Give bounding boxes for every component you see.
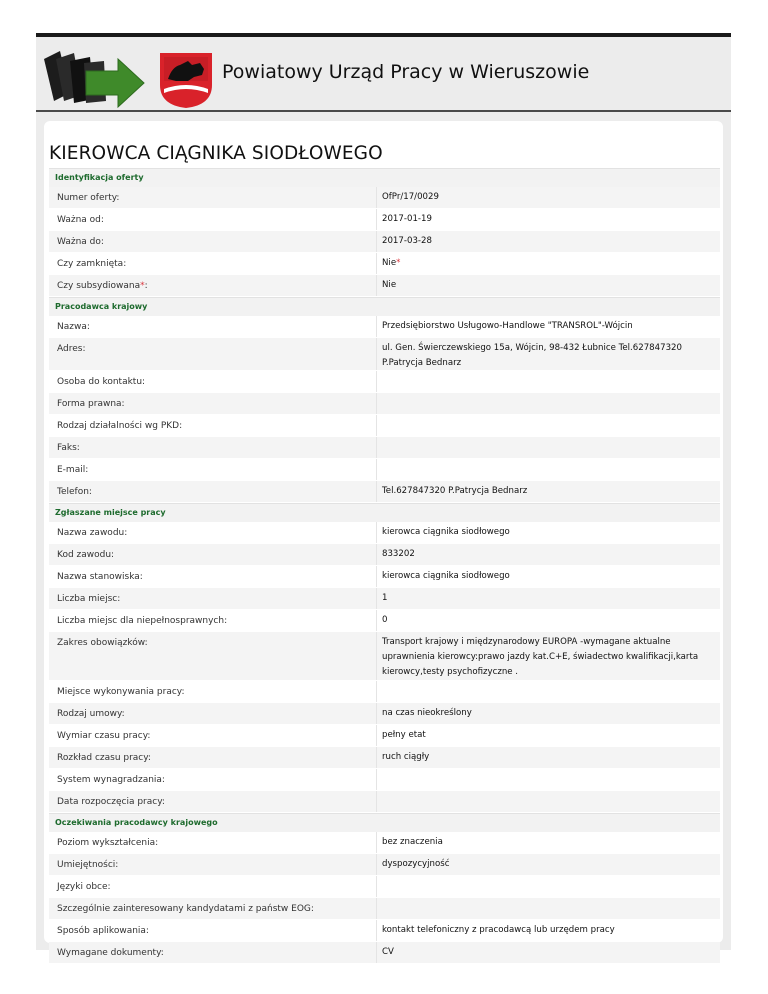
- detail-label: [49, 316, 376, 337]
- detail-value: [376, 338, 720, 370]
- label-text: Adres:: [57, 344, 86, 354]
- detail-value: [376, 316, 720, 337]
- label-text: Liczba miejsc dla niepełnosprawnych:: [57, 615, 228, 626]
- office-title: Powiatowy Urząd Pracy w Wieruszowie: [222, 61, 590, 83]
- detail-row: [49, 832, 720, 854]
- detail-value: [376, 459, 720, 480]
- value-text: ruch ciągły: [382, 752, 430, 762]
- value-text: OfPr/17/0029: [382, 192, 439, 202]
- label-text: Sposób aplikowania:: [57, 925, 149, 936]
- label-text: Rozkład czasu pracy:: [57, 752, 151, 763]
- detail-value: [376, 854, 720, 875]
- detail-label: [49, 481, 376, 502]
- value-text: Przedsiębiorstwo Usługowo-Handlowe "TRANSROL"-Wójcin: [382, 321, 633, 331]
- detail-value: [376, 725, 720, 746]
- detail-row: [49, 253, 720, 275]
- detail-label: [49, 338, 376, 370]
- detail-value: [376, 898, 720, 919]
- detail-value: [376, 610, 720, 631]
- label-text: Nazwa zawodu:: [57, 527, 128, 538]
- detail-value: [376, 275, 720, 296]
- detail-label: [49, 703, 376, 724]
- detail-value: [376, 681, 720, 702]
- detail-value: [376, 481, 720, 502]
- site-header: [36, 37, 731, 111]
- detail-label: [49, 253, 376, 274]
- label-text: Forma prawna:: [57, 398, 125, 409]
- detail-row: [49, 898, 720, 920]
- detail-row: [49, 942, 720, 964]
- detail-row: [49, 725, 720, 747]
- label-text: Osoba do kontaktu:: [57, 376, 146, 387]
- value-text: 833202: [382, 549, 415, 559]
- detail-label: [49, 791, 376, 812]
- detail-row: [49, 393, 720, 415]
- detail-value: [376, 791, 720, 812]
- label-text: Faks:: [57, 442, 80, 453]
- section-heading: Identyfikacja oferty: [49, 168, 720, 187]
- value-text: dyspozycyjność: [382, 859, 450, 869]
- label-text: Czy zamknięta:: [57, 258, 127, 269]
- label-text: Czy subsydiowana: [57, 280, 141, 291]
- detail-label: [49, 610, 376, 631]
- detail-row: [49, 231, 720, 253]
- detail-value: [376, 769, 720, 790]
- detail-label: [49, 566, 376, 587]
- detail-value: [376, 632, 720, 680]
- offer-title: KIEROWCA CIĄGNIKA SIODŁOWEGO: [49, 143, 383, 164]
- label-text: E-mail:: [57, 464, 89, 475]
- value-text: kierowca ciągnika siodłowego: [382, 571, 510, 581]
- detail-label: [49, 747, 376, 768]
- value-text: CV: [382, 947, 394, 957]
- detail-row: [49, 791, 720, 813]
- detail-value: [376, 231, 720, 252]
- label-text: Nazwa:: [57, 321, 90, 332]
- detail-label: [49, 832, 376, 853]
- detail-row: [49, 747, 720, 769]
- detail-row: [49, 769, 720, 791]
- detail-label: [49, 588, 376, 609]
- offer-card: [44, 121, 723, 958]
- label-text: Wymiar czasu pracy:: [57, 730, 151, 741]
- label-text: Kod zawodu:: [57, 549, 115, 560]
- detail-label: [49, 942, 376, 963]
- detail-label: [49, 876, 376, 897]
- detail-value: [376, 253, 720, 274]
- required-star: *: [396, 258, 401, 268]
- detail-value: [376, 566, 720, 587]
- detail-value: [376, 920, 720, 941]
- detail-value: [376, 588, 720, 609]
- label-text: System wynagradzania:: [57, 774, 165, 785]
- label-text: Numer oferty:: [57, 192, 120, 203]
- detail-row: [49, 854, 720, 876]
- detail-value: [376, 187, 720, 208]
- detail-label: [49, 231, 376, 252]
- label-text: Rodzaj umowy:: [57, 708, 125, 719]
- value-text: pełny etat: [382, 730, 426, 740]
- value-text: kierowca ciągnika siodłowego: [382, 527, 510, 537]
- detail-row: [49, 338, 720, 371]
- detail-label: [49, 681, 376, 702]
- detail-row: [49, 610, 720, 632]
- detail-row: [49, 544, 720, 566]
- detail-row: [49, 209, 720, 231]
- detail-label: [49, 898, 376, 919]
- detail-row: [49, 316, 720, 338]
- label-text: Języki obce:: [57, 881, 111, 892]
- label-suffix: :: [144, 280, 148, 291]
- section-heading: Oczekiwania pracodawcy krajowego: [49, 813, 720, 832]
- value-text: 2017-01-19: [382, 214, 432, 224]
- detail-value: [376, 209, 720, 230]
- detail-label: [49, 415, 376, 436]
- detail-value: [376, 371, 720, 392]
- detail-row: [49, 588, 720, 610]
- value-text: bez znaczenia: [382, 837, 443, 847]
- cards-arrow-logo-icon[interactable]: [36, 47, 146, 111]
- label-text: Szczególnie zainteresowany kandydatami z państw EOG:: [57, 903, 314, 914]
- offer-details-table: [49, 168, 720, 964]
- label-text: Ważna do:: [57, 236, 104, 247]
- label-text: Umiejętności:: [57, 859, 119, 870]
- label-text: Zakres obowiązków:: [57, 638, 148, 648]
- value-text: 2017-03-28: [382, 236, 432, 246]
- label-text: Wymagane dokumenty:: [57, 947, 164, 958]
- detail-value: [376, 544, 720, 565]
- value-text: Tel.627847320 P.Patrycja Bednarz: [382, 486, 528, 496]
- value-text: kontakt telefoniczny z pracodawcą lub urzędem pracy: [382, 925, 615, 935]
- detail-row: [49, 459, 720, 481]
- value-text: Transport krajowy i międzynarodowy EUROPA -wymagane aktualne uprawnienia kierowcy:prawo jazdy kat.C+E, świadectwo kwalifikacji,karta kierowcy,testy psychofizyczne .: [382, 637, 699, 677]
- detail-row: [49, 437, 720, 459]
- detail-label: [49, 522, 376, 543]
- detail-row: [49, 481, 720, 503]
- detail-value: [376, 437, 720, 458]
- detail-row: [49, 522, 720, 544]
- value-text: Nie: [382, 280, 397, 290]
- detail-label: [49, 854, 376, 875]
- page-container: [36, 33, 731, 958]
- detail-value: [376, 393, 720, 414]
- label-text: Liczba miejsc:: [57, 593, 121, 604]
- value-text: na czas nieokreślony: [382, 708, 472, 718]
- detail-value: [376, 942, 720, 963]
- detail-label: [49, 920, 376, 941]
- value-text: 0: [382, 615, 388, 625]
- detail-row: [49, 876, 720, 898]
- label-text: Poziom wykształcenia:: [57, 837, 159, 848]
- detail-row: [49, 920, 720, 942]
- detail-row: [49, 566, 720, 588]
- detail-label: [49, 544, 376, 565]
- detail-value: [376, 415, 720, 436]
- detail-row: [49, 703, 720, 725]
- boar-crest-icon: [158, 51, 214, 109]
- detail-label: [49, 209, 376, 230]
- section-heading: Pracodawca krajowy: [49, 297, 720, 316]
- detail-row: [49, 275, 720, 297]
- value-text: 1: [382, 593, 388, 603]
- detail-label: [49, 393, 376, 414]
- detail-label: [49, 632, 376, 680]
- detail-row: [49, 681, 720, 703]
- detail-value: [376, 747, 720, 768]
- detail-row: [49, 632, 720, 681]
- detail-value: [376, 703, 720, 724]
- detail-value: [376, 876, 720, 897]
- detail-label: [49, 275, 376, 296]
- detail-row: [49, 371, 720, 393]
- detail-value: [376, 522, 720, 543]
- detail-row: [49, 415, 720, 437]
- detail-row: [49, 187, 720, 209]
- detail-label: [49, 459, 376, 480]
- detail-label: [49, 769, 376, 790]
- detail-label: [49, 187, 376, 208]
- header-divider: [36, 110, 731, 112]
- detail-value: [376, 832, 720, 853]
- label-text: Miejsce wykonywania pracy:: [57, 686, 185, 697]
- detail-label: [49, 371, 376, 392]
- detail-label: [49, 725, 376, 746]
- value-text: ul. Gen. Świerczewskiego 15a, Wójcin, 98-432 Łubnice Tel.627847320 P.Patrycja Bednarz: [382, 343, 682, 368]
- required-star: *: [140, 280, 145, 291]
- label-text: Nazwa stanowiska:: [57, 571, 143, 582]
- label-text: Telefon:: [57, 486, 92, 497]
- label-text: Data rozpoczęcia pracy:: [57, 796, 165, 807]
- label-text: Ważna od:: [57, 214, 104, 225]
- value-text: Nie: [382, 258, 397, 268]
- label-text: Rodzaj działalności wg PKD:: [57, 420, 183, 431]
- section-heading: Zgłaszane miejsce pracy: [49, 503, 720, 522]
- detail-label: [49, 437, 376, 458]
